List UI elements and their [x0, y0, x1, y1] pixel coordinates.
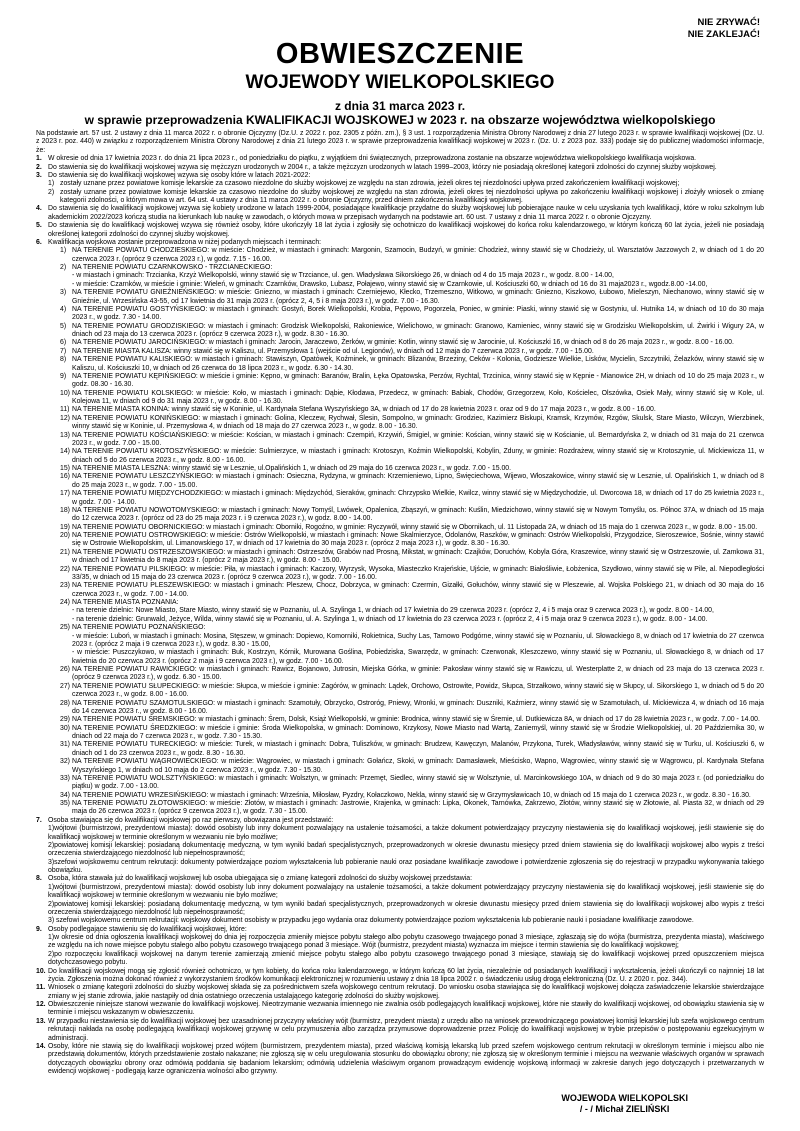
document-body: [36, 130, 764, 1076]
location-text: NA TERENIE POWIATU NOWOTOMYSKIEGO: w miastach i gminach: Nowy Tomyśl, Lwówek, Opalenica, Zbąszyń, w gminach: Kuślin, Miedzichowo, winny stawić się w Nowym Tomyślu, os. Północ 37A, w dniach od 15 maja do 12 czerwca 2023 r. (oprócz od 23 do 25 maja 2023 r. i 9 czerwca 2023 r.), w godz. 8.00 - 14.00.: [72, 506, 764, 523]
signature-block: [561, 1093, 688, 1115]
point-9-2-text: 2)po rozpoczęciu kwalifikacji wojskowej na danym terenie zamierzają zmienić miejsce pobytu stałego albo pobytu czasowego trwającego ponad 3 miesiące, stawiają się do kwalifikacji wojskowej przed opuszczeniem miejsca dotychczasowego pobytu.: [48, 950, 764, 967]
point-3-2: 2) zostały uznane przez powiatowe komisje lekarskie za czasowo niezdolne do służby wojskowej ze względu na stan zdrowia, jeżeli okres tej niezdolności upływa po zakończeniu kwalifikacji wojskowej i złożyły wniosek o zmianę kategorii zdolności, o którym mowa w art. 64 ust. 4 ustawy z dnia 11 marca 2022 r. o obronie Ojczyzny, przed dniem zakończenia kwalifikacji wojskowej.: [48, 188, 764, 204]
location-number: 1): [60, 247, 67, 255]
point-5-text: Do stawienia się do kwalifikacji wojskowej wzywa się również osoby, które ukończyły 18 lat życia i zgłosiły się ochotniczo do kwalifikacji wojskowej do końca roku kalendarzowego, w którym kończą 60 lat życia, jeżeli nie posiadają określonej kategorii zdolności do czynnej służby wojskowej.: [48, 222, 764, 238]
location-item: [60, 406, 764, 414]
location-number: 24): [60, 599, 70, 606]
point-5: 5. Do stawienia się do kwalifikacji wojskowej wzywa się również osoby, które ukończyły 18 lat życia i zgłosiły się ochotniczo do kwalifikacji wojskowej do końca roku kalendarzowego, w którym kończą 60 lat życia, jeżeli nie posiadają określonej kategorii zdolności do czynnej służby wojskowej.: [36, 222, 764, 238]
document-subtitle: WOJEWODY WIELKOPOLSKIEGO: [245, 72, 555, 93]
location-text: NA TERENIE POWIATU JAROCIŃSKIEGO: w miastach i gminach: Jarocin, Jaraczewo, Żerków, w gminie: Kotlin, winny stawić się w Jarocinie, ul. Kościuszki 16, w dniach od 8 do 26 maja 2023 r., w godz. 8.00 - 16.00.: [72, 339, 734, 347]
location-item: [60, 741, 764, 758]
point-12: 12. Obwieszczenie niniejsze stanowi wezwanie do kwalifikacji wojskowej. Nieotrzymanie wezwania imiennego nie zwalnia osób podlegających kwalifikacji wojskowej, które nie stawiły do kwalifikacji wojskowej, od obowiązku stawienia się w terminie i miejscu wskazanym w obwieszczeniu.: [36, 1001, 764, 1017]
point-12-text: Obwieszczenie niniejsze stanowi wezwanie do kwalifikacji wojskowej. Nieotrzymanie wezwania imiennego nie zwalnia osób podlegających kwalifikacji wojskowej, które nie stawiły do kwalifikacji wojskowej, od obowiązku stawienia się w terminie i miejscu wskazanym w obwieszczeniu.: [48, 1001, 764, 1017]
location-number: 12): [60, 414, 70, 422]
location-text: NA TERENIE POWIATU WOLSZTYŃSKIEGO: w miastach i gminach: Wolsztyn, w gminach: Przemęt, Siedlec, winny stawić się w Wolsztynie, ul. Marcinkowskiego 10A, w dniach od 9 do 30 maja 2023 r. (od poniedziałku do piątku) w godz. 7.00 - 13.00.: [72, 774, 764, 791]
point-6-text: Kwalifikacja wojskowa zostanie przeprowadzona w niżej podanych miejscach i terminach:: [48, 238, 322, 246]
point-7-1-text: 1)wójtowi (burmistrzowi, prezydentowi miasta): dowód osobisty lub inny dokument pozwalający na ustalenie tożsamości, a także dokument potwierdzający przyczyny niestawienia się do kwalifikacji wojskowej, jeśli stawienie się do kwalifikacji wojskowej w terminie określonym w wezwaniu nie było możliwe;: [48, 825, 764, 841]
location-text: NA TERENIE POWIATU PLESZEWSKIEGO: w miastach i gminach: Pleszew, Chocz, Dobrzyca, w gminach: Czermin, Gizałki, Gołuchów, winny stawić się w Pleszewie, al. Wojska Polskiego 21, w dniach od 30 maja do 16 czerwca 2023 r., w godz. 7.00 - 14.00.: [72, 582, 764, 598]
point-1: 1. W okresie od dnia 17 kwietnia 2023 r. do dnia 21 lipca 2023 r., od poniedziałku do piątku, z wyjątkiem dni świątecznych, przeprowadzona zostanie na obszarze województwa wielkopolskiego kwalifikacja wojskowa.: [36, 155, 764, 163]
point-8-1-text: 1)wójtowi (burmistrzowi, prezydentowi miasta): dowód osobisty lub inny dokument pozwalający na ustalenie tożsamości, a także dokument potwierdzający przyczyny niestawienia się do kwalifikacji wojskowej, jeśli stawienie się do kwalifikacji wojskowej w terminie określonym w wezwaniu nie było możliwe;: [48, 883, 764, 900]
location-text: NA TERENIE POWIATU GNIEŹNIEŃSKIEGO: w mieście: Gniezno, w miastach i gminach: Czerniejewo, Kłecko, Trzemeszno, Witkowo, w gminach: Gniezno, Kiszkowo, Łubowo, Mieleszyn, Niechanowo, winny stawić się w Gnieźnie, ul. Wrzesińska 43-55, od 17 kwietnia do 31 maja 2023 r. (oprócz 2, 4, 5 i 8 maja 2023 r.), w godz. 7.00 - 16.30.: [72, 289, 764, 305]
header: [36, 38, 764, 127]
location-number: 7): [60, 347, 67, 355]
location-number: 34): [60, 791, 70, 799]
location-item: [60, 775, 764, 792]
location-number: 23): [60, 582, 70, 590]
point-8-3: [48, 917, 764, 925]
location-number: 30): [60, 724, 70, 732]
location-text: NA TERENIE POWIATU KĘPIŃSKIEGO: w mieście i gminie: Kępno, w gminach: Baranów, Bralin, Łęka Opatowska, Perzów, Rychtal, Trzcinica, winny stawić się w Kępnie - Mianowice 2H, w dniach od 10 do 25 maja 2023 r., w godz. 08.30 - 16.30.: [72, 372, 764, 389]
location-item: [60, 390, 764, 407]
document-title: OBWIESZCZENIE: [275, 38, 525, 70]
location-number: 21): [60, 548, 70, 556]
location-text: - na terenie dzielnic: Grunwald, Jeżyce, Wilda, winny stawić się w Poznaniu, ul. A. Szylinga 1, w dniach od 17 kwietnia do 23 czerwca 2023 r. (oprócz 2, 4 i 5 maja oraz 9 czerwca 2023 r.), w godz. 8.00 - 14.00.: [72, 615, 708, 623]
location-number: 25): [60, 624, 70, 632]
location-number: 20): [60, 532, 70, 539]
location-text: NA TERENIE POWIATU CHODZIESKIEGO: w mieście: Chodzież, w miastach i gminach: Margonin, Szamocin, Budzyń, w gminie: Chodzież, winny stawić się w Chodzieży, ul. Warsztatów Jazzowych 2, w dniach od 1 do 20 czerwca 2023 r. (oprócz 9 czerwca 2023 r.), w godz. 7.15 - 16.00.: [72, 247, 764, 263]
location-item: [60, 549, 764, 566]
signature-title: WOJEWODA WIELKOPOLSKI: [561, 1093, 688, 1103]
location-text: NA TERENIE MIASTA KALISZA: winny stawić się w Kaliszu, ul. Przemysłowa 1 (wejście od ul. Legionów), w dniach od 12 maja do 7 czerwca 2023 r., w godz. 7.00 - 15.00.: [72, 347, 594, 355]
location-item: [60, 607, 764, 615]
location-text: - w miastach i gminach: Trzcianka, Krzyż Wielkopolski, winny stawić się w Trzciance, ul. gen. Władysława Sikorskiego 26, w dniach od 4 do 15 maja 2023 r., w godz. 8.00 - 14.00,: [72, 272, 614, 280]
location-text: NA TERENIE MIASTA KONINA: winny stawić się w Koninie, ul. Kardynała Stefana Wyszyńskiego 3A, w dniach od 17 do 28 kwietnia 2023 r. oraz od 9 do 17 maja 2023 r., w godz. 8.00 - 16.00.: [72, 406, 656, 414]
point-7: 7. Osoba stawiająca się do kwalifikacji wojskowej po raz pierwszy, obowiązana jest przedstawić:: [36, 817, 764, 825]
location-item: [60, 490, 764, 507]
location-text: NA TERENIE POWIATU OBORNICKIEGO: w miastach i gminach: Oborniki, Rogoźno, w gminie: Ryczywół, winny stawić się w Obornikach, ul. 11 Listopada 2A, w dniach od 15 maja do 1 czerwca 2023 r., w godz. 8.00 - 15.00.: [72, 523, 758, 531]
location-number: 27): [60, 682, 70, 690]
point-10: 10. Do kwalifikacji wojskowej mogą się zgłosić również ochotniczo, w tym kobiety, do końca roku kalendarzowego, w którym kończą 60 lat życia, niezależnie od posiadanych kwalifikacji i wykształcenia, jeżeli ukończyli co najmniej 18 lat życia. Zgłoszenia można dokonać również z wykorzystaniem środków komunikacji elektronicznej w rozumieniu ustawy z dnia 18 lipca 2002 r. o świadczeniu usług drogą elektroniczną (Dz. U. z 2020 r. poz. 344).: [36, 967, 764, 983]
location-item: [60, 264, 764, 272]
location-item: [60, 566, 764, 583]
location-text: NA TERENIE POWIATU KOLSKIEGO: w mieście: Koło, w miastach i gminach: Dąbie, Kłodawa, Przedecz, w gminach: Babiak, Chodów, Grzegorzew, Koło, Kościelec, Olszówka, Osiek Mały, winny stawić się w Kole, ul. Kolejowa 11, w dniach od 9 do 31 maja 2023 r., w godz. 8.00 - 16.30.: [72, 389, 764, 405]
location-number: 2): [60, 264, 67, 271]
location-item: [60, 473, 764, 490]
location-number: 19): [60, 523, 70, 531]
point-14-text: Osoby, które nie stawią się do kwalifikacji wojskowej przed wójtem (burmistrzem, prezydentem miasta), przed właściwą komisją lekarską lub przed szefem wojskowego centrum rekrutacji w określonym terminie i miejscu albo nie przedstawią dokumentów, których przedstawienie zostało nakazane; nie zgłoszą się w celu uregulowania stosunku do obowiązku obrony; nie zgłoszą się w określonym terminie i miejscu na wezwanie właściwych organów w sprawach dotyczących obowiązku obrony oraz odmówią poddania się badaniom lekarskim; odmówią udzielenia właściwym organom prowadzącym ewidencję wojskową informacji w zakresie danych jego dotyczących i przetwarzanych w ewidencji wojskowej - podlegają karze ograniczenia wolności albo grzywny.: [48, 1042, 764, 1075]
location-text: - w mieście: Luboń, w miastach i gminach: Mosina, Stęszew, w gminach: Dopiewo, Komorniki, Rokietnica, Suchy Las, Tarnowo Podgórne, winny stawić się w Poznaniu, ul. Słowackiego 8, w dniach od 17 kwietnia do 27 czerwca 2023 r. (oprócz 2 maja i 9 czerwca 2023 r.), w godz. 8.30 - 15.00,: [72, 632, 764, 648]
location-number: 32): [60, 758, 70, 766]
point-13-text: W przypadku niestawienia się do kwalifikacji wojskowej bez uzasadnionej przyczyny właściwy wójt (burmistrz, prezydent miasta) z urzędu albo na wniosek przewodniczącego powiatowej komisji lekarskiej lub szefa wojskowego centrum rekrutacji nakłada na osobę podlegającą kwalifikacji wojskowej grzywnę w celu przymuszenia albo zarządza przymusowe doprowadzenie przez Policję do kwalifikacji wojskowej w trybie przepisów o postępowaniu egzekucyjnym w administracji.: [48, 1017, 764, 1042]
point-9-1-text: 1)w okresie od dnia ogłoszenia kwalifikacji wojskowej do dnia jej rozpoczęcia zmieniły miejsce pobytu stałego albo pobytu czasowego trwającego ponad 3 miesiące, zgłaszają się do wójta (burmistrza, prezydenta miasta), właściwego ze względu na ich nowe miejsce pobytu stałego albo pobytu czasowego trwającego ponad 3 miesiące. Wójt (burmistrz, prezydent miasta) wyznacza im miejsce i termin stawienia się do kwalifikacji wojskowej;: [48, 934, 764, 950]
location-item: [60, 792, 764, 800]
location-text: NA TERENIE POWIATU ŚREMSKIEGO: w miastach i gminach: Śrem, Dolsk, Książ Wielkopolski, w gminie: Brodnica, winny stawić się w Śremie, ul. Dutkiewicza 8A, w dniach od 17 do 28 kwietnia 2023 r., w godz. 7.00 - 14.00.: [72, 716, 760, 724]
point-3: 3. Do stawienia się do kwalifikacji wojskowej wzywa się osoby które w latach 2021-2022:: [36, 172, 764, 180]
location-item: [60, 448, 764, 465]
location-item: [60, 415, 764, 432]
point-8-1: [48, 884, 764, 901]
point-1-text: W okresie od dnia 17 kwietnia 2023 r. do dnia 21 lipca 2023 r., od poniedziałku do piątku, z wyjątkiem dni świątecznych, przeprowadzona zostanie na obszarze województwa wielkopolskiego kwalifikacja wojskowa.: [48, 155, 697, 163]
point-9-2: [48, 951, 764, 968]
location-item: [60, 247, 764, 264]
location-number: [60, 616, 72, 624]
point-7-3-text: 3)szefowi wojskowemu centrum rekrutacji: dokumenty potwierdzające poziom wykształcenia lub pobieranie nauki oraz posiadane kwalifikacje zawodowe i potwierdzenie zgłoszenia się do rejestracji w przypadku wykonywania takiego obowiązku.: [48, 858, 764, 874]
point-9-1: [48, 934, 764, 951]
location-item: [60, 373, 764, 390]
location-item: [60, 339, 764, 347]
location-number: [60, 272, 72, 280]
intro-paragraph: Na podstawie art. 57 ust. 2 ustawy z dnia 11 marca 2022 r. o obronie Ojczyzny (Dz.U. z 2022 r. poz. 2305 z późn. zm.), § 3 ust. 1 rozporządzenia Ministra Obrony Narodowej z dnia 27 lutego 2023 r. w sprawie kwalifikacji wojskowej (Dz. U. z 2023 r. poz. 440) w związku z rozporządzeniem Ministra Obrony Narodowej z dnia 21 lutego 2023 r. w sprawie przeprowadzenia kwalifikacji wojskowej w 2023 r. (Dz. U. z 2023 poz. 333) podaje się do publicznej wiadomości informacje, że:: [36, 130, 764, 154]
location-text: NA TERENIE POWIATU KOŚCIAŃSKIEGO: w mieście: Kościan, w miastach i gminach: Czempiń, Krzywiń, Śmigiel, w gminie: Kościan, winny stawić się w Kościanie, ul. Bernardyńska 2, w dniach od 31 maja do 21 czerwca 2023 r., w godz. 7.00 - 15.00.: [72, 431, 764, 447]
location-number: 8): [60, 356, 67, 364]
location-item: [60, 582, 764, 599]
document-date: z dnia 31 marca 2023 r.: [334, 99, 466, 113]
location-number: 29): [60, 716, 70, 724]
location-item: [60, 432, 764, 449]
point-8-2-text: 2)powiatowej komisji lekarskiej: posiadaną dokumentację medyczną, w tym wyniki badań specjalistycznych, przeprowadzonych w okresie dwunastu miesięcy przed dniem stawienia się do kwalifikacji wojskowej albo wypis z treści orzeczenia stwierdzającego niezdolność lub niepełnosprawność;: [48, 900, 764, 916]
location-item: [60, 649, 764, 666]
location-number: 15): [60, 465, 70, 472]
point-2: 2. Do stawienia się do kwalifikacji wojskowej wzywa się mężczyzn urodzonych w 2004 r., a także mężczyzn urodzonych w latach 1999–2003, którzy nie posiadają określonej kategorii zdolności do czynnej służby wojskowej.: [36, 164, 764, 172]
location-text: NA TERENIE POWIATU POZNAŃSKIEGO:: [72, 624, 206, 632]
warning-line-2: NIE ZAKLEJAĆ!: [687, 29, 760, 40]
point-3-1-text: zostały uznane przez powiatowe komisje lekarskie za czasowo niezdolne do służby wojskowej ze względu na stan zdrowia, jeżeli okres tej niezdolności upływa przed zakończeniem kwalifikacji wojskowej;: [60, 180, 680, 188]
point-4-text: Do stawienia się do kwalifikacji wojskowej wzywa się kobiety urodzone w latach 1999-2004, posiadające kwalifikacje przydatne do służby wojskowej lub pobierające nauke w celu uzyskania tych kwalifikacji, które w roku szkolnym lub akademickim 2022/2023 kończą studia na kierunkach lub naukę w zawodach, o których mowa w przepisach wydanych na podstawie art. 60 ust. 7 ustawy z dnia 11 marca 2022 r. o obronie Ojczyzny.: [48, 205, 764, 221]
location-text: NA TERENIE POWIATU WRZESIŃSKIEGO: w miastach i gminach: Września, Miłosław, Pyzdry, Kołaczkowo, Nekla, winny stawić się w Grzymysławicach 10, w dniach od 15 maja do 1 czerwca 2023 r., w godz. 8.30 - 16.30.: [72, 791, 751, 799]
point-11-text: Wniosek o zmianę kategorii zdolności do służby wojskowej składa się za pośrednictwem szefa wojskowego centrum rekrutacji. Do wniosku osoba stawiająca się do kwalifikacji wojskowej dołącza zaświadczenie lekarskie stwierdzające zmiany w jej stanie zdrowia, jakie nastąpiły od dnia ostatniego orzeczenia ustalającego kategorię zdolności do służby wojskowej.: [48, 984, 764, 1000]
location-item: [60, 356, 764, 373]
point-8-3-text: 3) szefowi wojskowemu centrum rekrutacji: wojskowy dokument osobisty w przypadku jego wydania oraz dokumenty potwierdzające poziom wykształcenia lub pobieranie nauki i posiadane kwalifikacje zawodowe.: [48, 917, 694, 925]
location-number: 4): [60, 305, 67, 313]
location-text: NA TERENIE POWIATU GOSTYŃSKIEGO: w miastach i gminach: Gostyń, Borek Wielkopolski, Krobia, Pępowo, Pogorzela, Poniec, w gminie: Piaski, winny stawić się w Gostyniu, ul. Hutnika 14, w dniach od 10 do 30 maja 2023 r., w godz. 7.30 - 14.00.: [72, 305, 764, 322]
point-4: 4. Do stawienia się do kwalifikacji wojskowej wzywa się kobiety urodzone w latach 1999-2004, posiadające kwalifikacje przydatne do służby wojskowej lub pobierające nauke w celu uzyskania tych kwalifikacji, które w roku szkolnym lub akademickim 2022/2023 kończą studia na kierunkach lub naukę w zawodach, o których mowa w przepisach wydanych na podstawie art. 60 ust. 7 ustawy z dnia 11 marca 2022 r. o obronie Ojczyzny.: [36, 205, 764, 221]
location-text: NA TERENIE POWIATU KALISKIEGO: w miastach i gminach: Stawiszyn, Opatówek, Koźminek, w gminach: Blizanów, Brzeziny, Ceków - Kolonia, Godziesze Wielkie, Lisków, Mycielin, Szczytniki, Żelazków, winny stawić się w Kaliszu, ul. Kościuszki 10, w dniach od 26 czerwca do 18 lipca 2023 r., w godz. 6.30 - 14.30.: [72, 356, 764, 372]
point-11: 11. Wniosek o zmianę kategorii zdolności do służby wojskowej składa się za pośrednictwem szefa wojskowego centrum rekrutacji. Do wniosku osoba stawiająca się do kwalifikacji wojskowej dołącza zaświadczenie lekarskie stwierdzające zmiany w jej stanie zdrowia, jakie nastąpiły od dnia ostatniego orzeczenia ustalającego kategorię zdolności do służby wojskowej.: [36, 984, 764, 1000]
location-item: [60, 716, 764, 724]
point-7-2-text: 2)powiatowej komisji lekarskiej: posiadaną dokumentację medyczną, w tym wyniki badań specjalistycznych, przeprowadzonych w okresie dwunastu miesięcy przed dniem stawienia się do kwalifikacji wojskowej albo wypis z treści orzeczenia stwierdzającego niezdolność lub niepełnosprawność;: [48, 841, 764, 858]
location-item: [60, 289, 764, 306]
location-text: NA TERENIE POWIATU MIĘDZYCHODZKIEGO: w miastach i gminach: Międzychód, Sieraków, gminach: Chrzypsko Wielkie, Kwilcz, winny stawić się w Międzychodzie, ul. Dworcowa 18, w dniach od 17 do 25 kwietnia 2023 r., w godz. 7.00 - 14.00.: [72, 490, 764, 506]
location-item: [60, 700, 764, 717]
location-item: [60, 306, 764, 323]
point-9: 9. Osoby podlegające stawieniu się do kwalifikacji wojskowej, które:: [36, 926, 764, 934]
point-8: 8. Osoba, która stawała już do kwalifikacji wojskowej lub osoba ubiegająca się o zmianę kategorii zdolności do służby wojskowej przedstawia:: [36, 875, 764, 883]
signature-name: / - / Michał ZIELIŃSKI: [579, 1104, 670, 1114]
point-7-text: Osoba stawiająca się do kwalifikacji wojskowej po raz pierwszy, obowiązana jest przedstawić:: [48, 816, 334, 824]
location-number: [60, 633, 72, 650]
point-14: 14. Osoby, które nie stawią się do kwalifikacji wojskowej przed wójtem (burmistrzem, prezydentem miasta), przed właściwą komisją lekarską lub przed szefem wojskowego centrum rekrutacji w określonym terminie i miejscu albo nie przedstawią dokumentów, których przedstawienie zostało nakazane; nie zgłoszą się w celu uregulowania stosunku do obowiązku obrony; nie zgłoszą się w określonym terminie i miejscu na wezwanie właściwych organów w sprawach dotyczących obowiązku obrony oraz odmówią poddania się badaniom lekarskim; odmówią udzielenia właściwym organom prowadzącym ewidencję wojskową informacji w zakresie danych jego dotyczących i przetwarzanych w ewidencji wojskowej - podlegają karze ograniczenia wolności albo grzywny.: [36, 1042, 764, 1075]
location-number: [60, 281, 72, 289]
location-text: - w mieście: Czarnków, w mieście i gminie: Wieleń, w gminach: Czarnków, Drawsko, Lubasz, Połajewo, winny stawić się w Czarnkowie, ul. Kościuszki 60, w dniach od 16 do 31 maja2023 r., wgodz.8.00 -14.00,: [72, 280, 708, 288]
point-3-1: 1) zostały uznane przez powiatowe komisje lekarskie za czasowo niezdolne do służby wojskowej ze względu na stan zdrowia, jeżeli okres tej niezdolności upływa przed zakończeniem kwalifikacji wojskowej;: [48, 180, 764, 188]
warning-notice: [688, 17, 760, 41]
location-item: [60, 599, 764, 607]
location-text: NA TERENIE POWIATU KROTOSZYŃSKIEGO: w mieście: Sulmierzyce, w miastach i gminach: Krotoszyn, Koźmin Wielkopolski, Kobylin, Zduny, w gminie: Rozdrażew, winny stawić się w Krotoszynie, ul. Mickiewicza 11, w dniach od 5 do 26 czerwca 2023 r., w godz. 8.00 - 16.00.: [72, 448, 764, 464]
location-text: NA TERENIE POWIATU OSTRZESZOWSKIEGO: w miastach i gminach: Ostrzeszów, Grabów nad Prosną, Mikstat, w gminach: Czajków, Doruchów, Kobyla Góra, Kraszewice, winny stawić się w Ostrzeszowie, ul. Zamkowa 31, w dniach od 17 kwietnia do 8 maja 2023 r. (oprócz 2 maja 2023 r.), w godz. 8.00 - 15.00.: [72, 548, 764, 565]
location-text: NA TERENIE POWIATU SZAMOTULSKIEGO: w miastach i gminach: Szamotuły, Obrzycko, Ostroróg, Pniewy, Wronki, w gminach: Duszniki, Kaźmierz, winny stawić się w Szamotułach, ul. Mickiewicza 4, w dniach od 16 maja do 14 czerwca 2023 r., w godz. 8.00 - 16.00.: [72, 699, 764, 715]
location-text: NA TERENIE POWIATU KONIŃSKIEGO: w miastach i gminach: Golina, Kleczew, Rychwał, Ślesin, Sompolno, w gminach: Grodziec, Kazimierz Biskupi, Kramsk, Krzymów, Rzgów, Skulsk, Stare Miasto, Wilczyn, Wierzbinek, winny stawić się w Koninie, ul. Przemysłowa 4, w dniach od 18 maja do 27 czerwca 2023 r., w godz. 8.00 - 16.30.: [72, 414, 764, 431]
location-item: [60, 633, 764, 650]
location-text: NA TERENIE POWIATU SŁUPECKIEGO: w mieście: Słupca, w mieście i gminie: Zagórów, w gminach: Lądek, Orchowo, Ostrowite, Powidz, Słupca, Strzałkowo, winny stawić się w Słupcy, ul. Sikorskiego 1, w dniach od 5 do 20 czerwca 2023 r., w godz. 8.00 - 16.00.: [72, 682, 764, 699]
location-item: [60, 272, 764, 280]
warning-line-1: NIE ZRYWAĆ!: [697, 17, 760, 28]
point-2-text: Do stawienia się do kwalifikacji wojskowej wzywa się mężczyzn urodzonych w 2004 r., a także mężczyzn urodzonych w latach 1999–2003, którzy nie posiadają określonej kategorii zdolności do czynnej służby wojskowej.: [48, 163, 717, 171]
point-8-2: [48, 901, 764, 918]
location-text: NA TERENIE POWIATU PILSKIEGO: w mieście: Piła, w miastach i gminach: Kaczory, Wyrzysk, Wysoka, Miasteczko Krajeńskie, Ujście, w gminach: Białośliwie, Łobżenica, Szydłowo, winny stawić się w Pile, al. Niepodległości 33/35, w dniach od 15 maja do 23 czerwca 2023 r. (oprócz 9 czerwca 2023 r.), w godz. 7.00 - 16.00.: [72, 565, 764, 581]
location-item: [60, 616, 764, 624]
location-text: NA TERENIE POWIATU GRODZISKIEGO: w miastach i gminach: Grodzisk Wielkopolski, Rakoniewice, Wielichowo, w gminach: Granowo, Kamieniec, winny stawić się w Grodzisku Wielkopolskim, ul. Żwirki i Wigury 2A, w dniach od 23 maja do 13 czerwca 2023 r. (oprócz 9 czerwca 2023 r.), w godz. 8.30 - 16.30.: [72, 322, 764, 338]
location-text: NA TERENIE MIASTA LESZNA: winny stawić się w Lesznie, ul.Opalińskich 1, w dniach od 29 maja do 16 czerwca 2023 r., w godz. 7.00 - 15.00.: [72, 465, 512, 472]
location-item: [60, 507, 764, 524]
location-text: NA TERENIE POWIATU ZŁOTOWSKIEGO: w mieście: Złotów, w miastach i gminach: Jastrowie, Krajenka, w gminach: Lipka, Okonek, Tarnówka, Zakrzewo, Złotów, winny stawić się w Złotowie, al. Piasta 32, w dniach od 29 maja do 26 czerwca 2023 r. (oprócz 9 czerwca 2023 r.), w godz. 7.30 - 15.00.: [72, 800, 764, 816]
location-number: 17): [60, 490, 70, 498]
location-number: 11): [60, 406, 70, 414]
point-7-3: [48, 859, 764, 876]
location-number: 16): [60, 473, 70, 481]
location-item: [60, 281, 764, 289]
location-text: NA TERENIE MIASTA POZNANIA:: [72, 599, 179, 606]
point-6: 6. Kwalifikacja wojskowa zostanie przeprowadzona w niżej podanych miejscach i terminach:: [36, 239, 764, 247]
location-text: NA TERENIE POWIATU ŚREDZKIEGO: w mieście i gminie: Środa Wielkopolska, w gminach: Dominowo, Krzykosy, Nowe Miasto nad Wartą, Zaniemyśl, winny stawić się w Środzie Wielkopolskiej, ul. 20 Października 30, w dniach od 22 maja do 7 czerwca 2023 r., w godz. 7.30 - 15.30.: [72, 724, 764, 740]
location-item: [60, 348, 764, 356]
location-number: 22): [60, 565, 70, 573]
point-10-text: Do kwalifikacji wojskowej mogą się zgłosić również ochotniczo, w tym kobiety, do końca roku kalendarzowego, w którym kończą 60 lat życia, niezależnie od posiadanych kwalifikacji i wykształcenia, jeżeli ukończyli co najmniej 18 lat życia. Zgłoszenia można dokonać również z wykorzystaniem środków komunikacji elektronicznej w rozumieniu ustawy z dnia 18 lipca 2002 r. o świadczeniu usług drogą elektroniczną (Dz. U. z 2020 r. poz. 344).: [48, 967, 764, 983]
point-7-1: [48, 825, 764, 842]
location-text: NA TERENIE POWIATU LESZCZYŃSKIEGO: w miastach i gminach: Osieczna, Rydzyna, w gminach: Krzemieniewo, Lipno, Święciechowa, Wijewo, Włoszakowice, winny stawić się w Lesznie, ul. Opalińskich 1, w dniach od 8 do 25 maja 2023 r., w godz. 7.00 - 15.00.: [72, 473, 764, 489]
location-number: 26): [60, 666, 70, 673]
location-text: NA TERENIE POWIATU TURECKIEGO: w mieście: Turek, w miastach i gminach: Dobra, Tuliszków, w gminach: Brudzew, Kawęczyn, Malanów, Przykona, Turek, Władysławów, winny stawić się w Turku, ul. Kościuszki 6, w dniach od 1 do 23 czerwca 2023 r., w godz. 8.30 - 16.30.: [72, 741, 764, 757]
point-3-2-text: zostały uznane przez powiatowe komisje lekarskie za czasowo niezdolne do służby wojskowej ze względu na stan zdrowia, jeżeli okres tej niezdolności upływa po zakończeniu kwalifikacji wojskowej i złożyły wniosek o zmianę kategorii zdolności, o którym mowa w art. 64 ust. 4 ustawy z dnia 11 marca 2022 r. o obronie Ojczyzny, przed dniem zakończenia kwalifikacji wojskowej.: [60, 188, 764, 204]
location-text: - na terenie dzielnic: Nowe Miasto, Stare Miasto, winny stawić się w Poznaniu, ul. A. Szylinga 1, w dniach od 17 kwietnia do 29 czerwca 2023 r. (oprócz 2, 4 i 5 maja oraz 9 czerwca 2023 r.), w godz. 8.00 - 14.00,: [72, 607, 714, 615]
location-number: 18): [60, 506, 70, 514]
location-number: [60, 607, 72, 615]
location-text: NA TERENIE POWIATU CZARNKOWSKO - TRZCIANECKIEGO:: [72, 264, 273, 271]
location-item: [60, 683, 764, 700]
location-text: NA TERENIE POWIATU WĄGROWIECKIEGO: w mieście: Wągrowiec, w miastach i gminach: Gołańcz, Skoki, w gminach: Damasławek, Mieścisko, Wapno, Wągrowiec, winny stawić się w Wągrowcu, pl. Kardynała Stefana Wyszyńskiego 1, w dniach od 10 maja do 2 czerwca 2023 r., w godz. 7.30 - 15.30.: [72, 758, 764, 774]
location-number: 5): [60, 322, 67, 330]
point-3-text: Do stawienia się do kwalifikacji wojskowej wzywa się osoby które w latach 2021-2022:: [48, 171, 311, 179]
point-13: 13. W przypadku niestawienia się do kwalifikacji wojskowej bez uzasadnionej przyczyny właściwy wójt (burmistrz, prezydent miasta) z urzędu albo na wniosek przewodniczącego powiatowej komisji lekarskiej lub szefa wojskowego centrum rekrutacji nakłada na osobę podlegającą kwalifikacji wojskowej grzywnę w celu przymuszenia albo zarządza przymusowe doprowadzenie przez Policję do kwalifikacji wojskowej w trybie przepisów o postępowaniu egzekucyjnym w administracji.: [36, 1017, 764, 1042]
location-item: [60, 758, 764, 775]
location-number: 28): [60, 699, 70, 707]
location-item: [60, 666, 764, 683]
location-item: [60, 323, 764, 340]
location-number: 9): [60, 372, 67, 380]
location-item: [60, 725, 764, 742]
location-number: 31): [60, 741, 70, 749]
location-number: 3): [60, 289, 67, 297]
point-7-2: [48, 842, 764, 859]
location-number: 14): [60, 448, 70, 456]
point-8-text: Osoba, która stawała już do kwalifikacji wojskowej lub osoba ubiegająca się o zmianę kategorii zdolności do służby wojskowej przedstawia:: [48, 875, 472, 883]
location-item: [60, 624, 764, 632]
location-number: 33): [60, 774, 70, 782]
locations-list: [36, 247, 764, 817]
location-text: NA TERENIE POWIATU RAWICKIEGO: w miastach i gminach: Rawicz, Bojanowo, Jutrosin, Miejska Górka, w gminie: Pakosław winny stawić się w Rawiczu, ul. Westerplatte 2, w dniach od 23 maja do 13 czerwca 2023 r. (oprócz 9 czerwca 2023 r.), w godz. 6.30 - 15.00.: [72, 666, 764, 682]
location-item: [60, 524, 764, 532]
document-subject: w sprawie przeprowadzenia KWALIFIKACJI WOJSKOWEJ w 2023 r. na obszarze województwa wielkopolskiego: [84, 113, 716, 127]
location-number: 10): [60, 389, 70, 397]
location-number: 35): [60, 800, 70, 807]
point-9-text: Osoby podlegające stawieniu się do kwalifikacji wojskowej, które:: [48, 925, 247, 933]
location-text: - w mieście: Puszczykowo, w miastach i gminach: Buk, Kostrzyn, Kórnik, Murowana Goślina, Pobiedziska, Swarzędz, w gminach: Czerwonak, Kleszczewo, winny stawić się w Poznaniu, ul. Słowackiego 8, w dniach od 17 kwietnia do 20 czerwca 2023 r. (oprócz 2 maja i 9 czerwca 2023 r.), w godz. 7.00 - 16.00.: [72, 649, 764, 665]
location-text: NA TERENIE POWIATU OSTROWSKIEGO: w mieście: Ostrów Wielkopolski, w miastach i gminach: Nowe Skalmierzyce, Odolanów, Raszków, w gminach: Ostrów Wielkopolski, Przygodzice, Sieroszewice, Sośnie, winny stawić się w Ostrowie Wielkopolskim, ul. Limanowskiego 17, w dniach od 17 kwietnia do 30 maja 2023 r. (oprócz 2 maja 2023 r.), w godz. 8.30 - 16.30.: [72, 532, 764, 548]
location-item: [60, 800, 764, 817]
location-number: 6): [60, 339, 67, 347]
location-item: [60, 532, 764, 549]
location-number: [60, 649, 72, 666]
location-number: 13): [60, 431, 70, 439]
